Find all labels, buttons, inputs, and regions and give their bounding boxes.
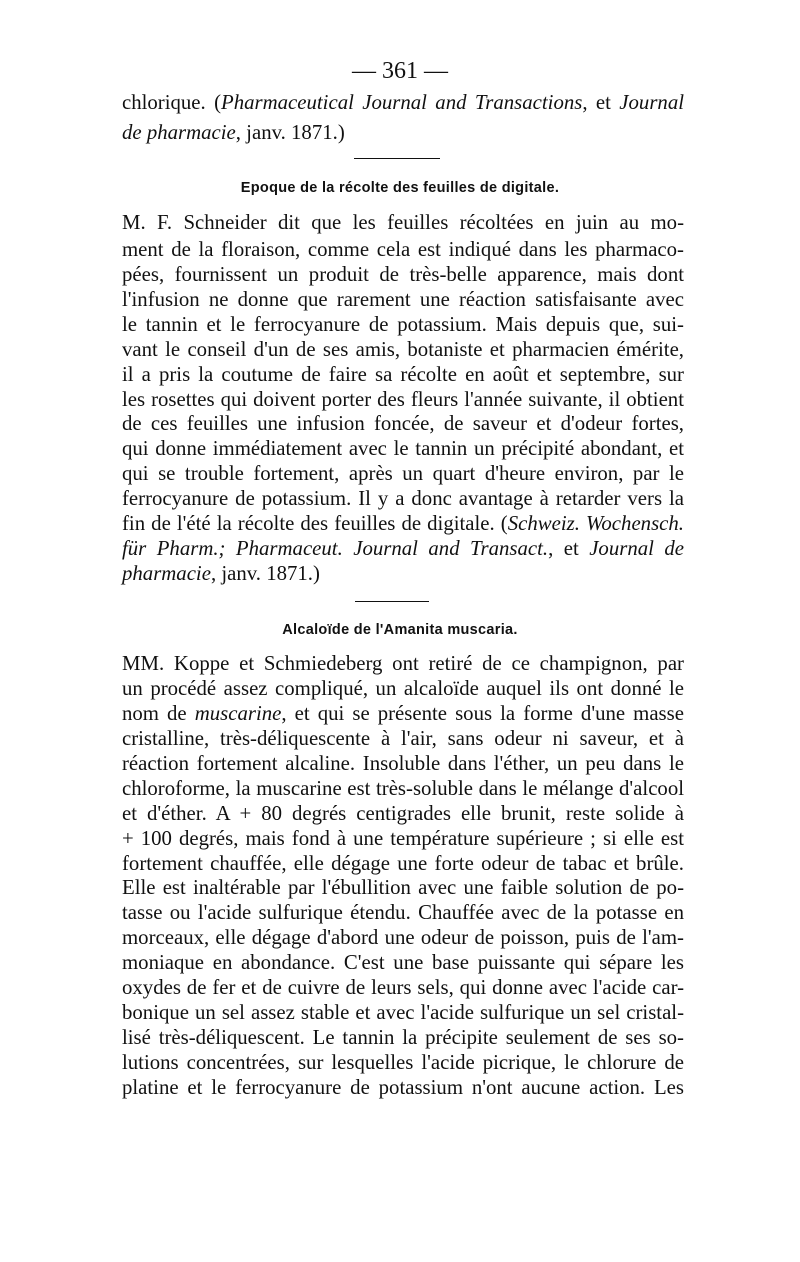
separator-rule <box>355 601 429 602</box>
text-line: un procédé assez compliqué, un alcaloïde auquel ils ont donné le <box>122 677 684 700</box>
text-line: oxydes de fer et de cuivre de leurs sels, qui donne avec l'acide car- <box>122 976 684 999</box>
text-line: qui se trouble fortement, après un quart d'heure environ, par le <box>122 462 684 485</box>
text-line: bonique un sel assez stable et avec l'acide sulfurique un sel cristal- <box>122 1001 684 1024</box>
text-line: de pharmacie, janv. 1871.) <box>122 121 345 144</box>
text-line: l'infusion ne donne que rarement une réaction satisfaisante avec <box>122 288 684 311</box>
text-line: M. F. Schneider dit que les feuilles récoltées en juin au mo- <box>122 211 684 234</box>
text-line: nom de muscarine, et qui se présente sous la forme d'une masse <box>122 702 684 725</box>
text-line: cristalline, très-déliquescente à l'air, sans odeur ni saveur, et à <box>122 727 684 750</box>
text-line: de ces feuilles une infusion foncée, de saveur et d'odeur fortes, <box>122 412 684 435</box>
text-line: moniaque en abondance. C'est une base puissante qui sépare les <box>122 951 684 974</box>
section-heading: Epoque de la récolte des feuilles de digitale. <box>240 180 560 196</box>
text-line: et d'éther. A + 80 degrés centigrades elle brunit, reste solide à <box>122 802 684 825</box>
text-line: les rosettes qui doivent porter des fleurs l'année suivante, il obtient <box>122 388 684 411</box>
text-line: vant le conseil d'un de ses amis, botaniste et pharmacien émérite, <box>122 338 684 361</box>
section-heading: Alcaloïde de l'Amanita muscaria. <box>282 622 518 638</box>
text-line: chlorique. (Pharmaceutical Journal and Transactions, et Journal <box>122 91 684 114</box>
text-line: lutions concentrées, sur lesquelles l'acide picrique, le chlorure de <box>122 1051 684 1074</box>
text-line: fortement chauffée, elle dégage une forte odeur de tabac et brûle. <box>122 852 684 875</box>
text-line: réaction fortement alcaline. Insoluble dans l'éther, un peu dans le <box>122 752 684 775</box>
page-number: — 361 — <box>352 58 448 84</box>
text-line: il a pris la coutume de faire sa récolte en août et septembre, sur <box>122 363 684 386</box>
text-line: morceaux, elle dégage d'abord une odeur de poisson, puis de l'am- <box>122 926 684 949</box>
text-line: chloroforme, la muscarine est très-soluble dans le mélange d'alcool <box>122 777 684 800</box>
text-line: ferrocyanure de potassium. Il y a donc avantage à retarder vers la <box>122 487 684 510</box>
text-line: pharmacie, janv. 1871.) <box>122 562 320 585</box>
text-line: lisé très-déliquescent. Le tannin la précipite seulement de ses so- <box>122 1026 684 1049</box>
separator-rule <box>354 158 440 159</box>
text-line: Elle est inaltérable par l'ébullition avec une faible solution de po- <box>122 876 684 899</box>
text-line: + 100 degrés, mais fond à une température supérieure ; si elle est <box>122 827 684 850</box>
text-line: qui donne immédiatement avec le tannin un précipité abondant, et <box>122 437 684 460</box>
text-line: platine et le ferrocyanure de potassium n'ont aucune action. Les <box>122 1076 684 1099</box>
text-line: le tannin et le ferrocyanure de potassium. Mais depuis que, sui- <box>122 313 684 336</box>
text-line: MM. Koppe et Schmiedeberg ont retiré de ce champignon, par <box>122 652 684 675</box>
text-line: pées, fournissent un produit de très-belle apparence, mais dont <box>122 263 684 286</box>
text-line: für Pharm.; Pharmaceut. Journal and Transact., et Journal de <box>122 537 684 560</box>
text-line: ment de la floraison, comme cela est indiqué dans les pharmaco- <box>122 238 684 261</box>
text-line: fin de l'été la récolte des feuilles de digitale. (Schweiz. Wochensch. <box>122 512 684 535</box>
text-line: tasse ou l'acide sulfurique étendu. Chauffée avec de la potasse en <box>122 901 684 924</box>
